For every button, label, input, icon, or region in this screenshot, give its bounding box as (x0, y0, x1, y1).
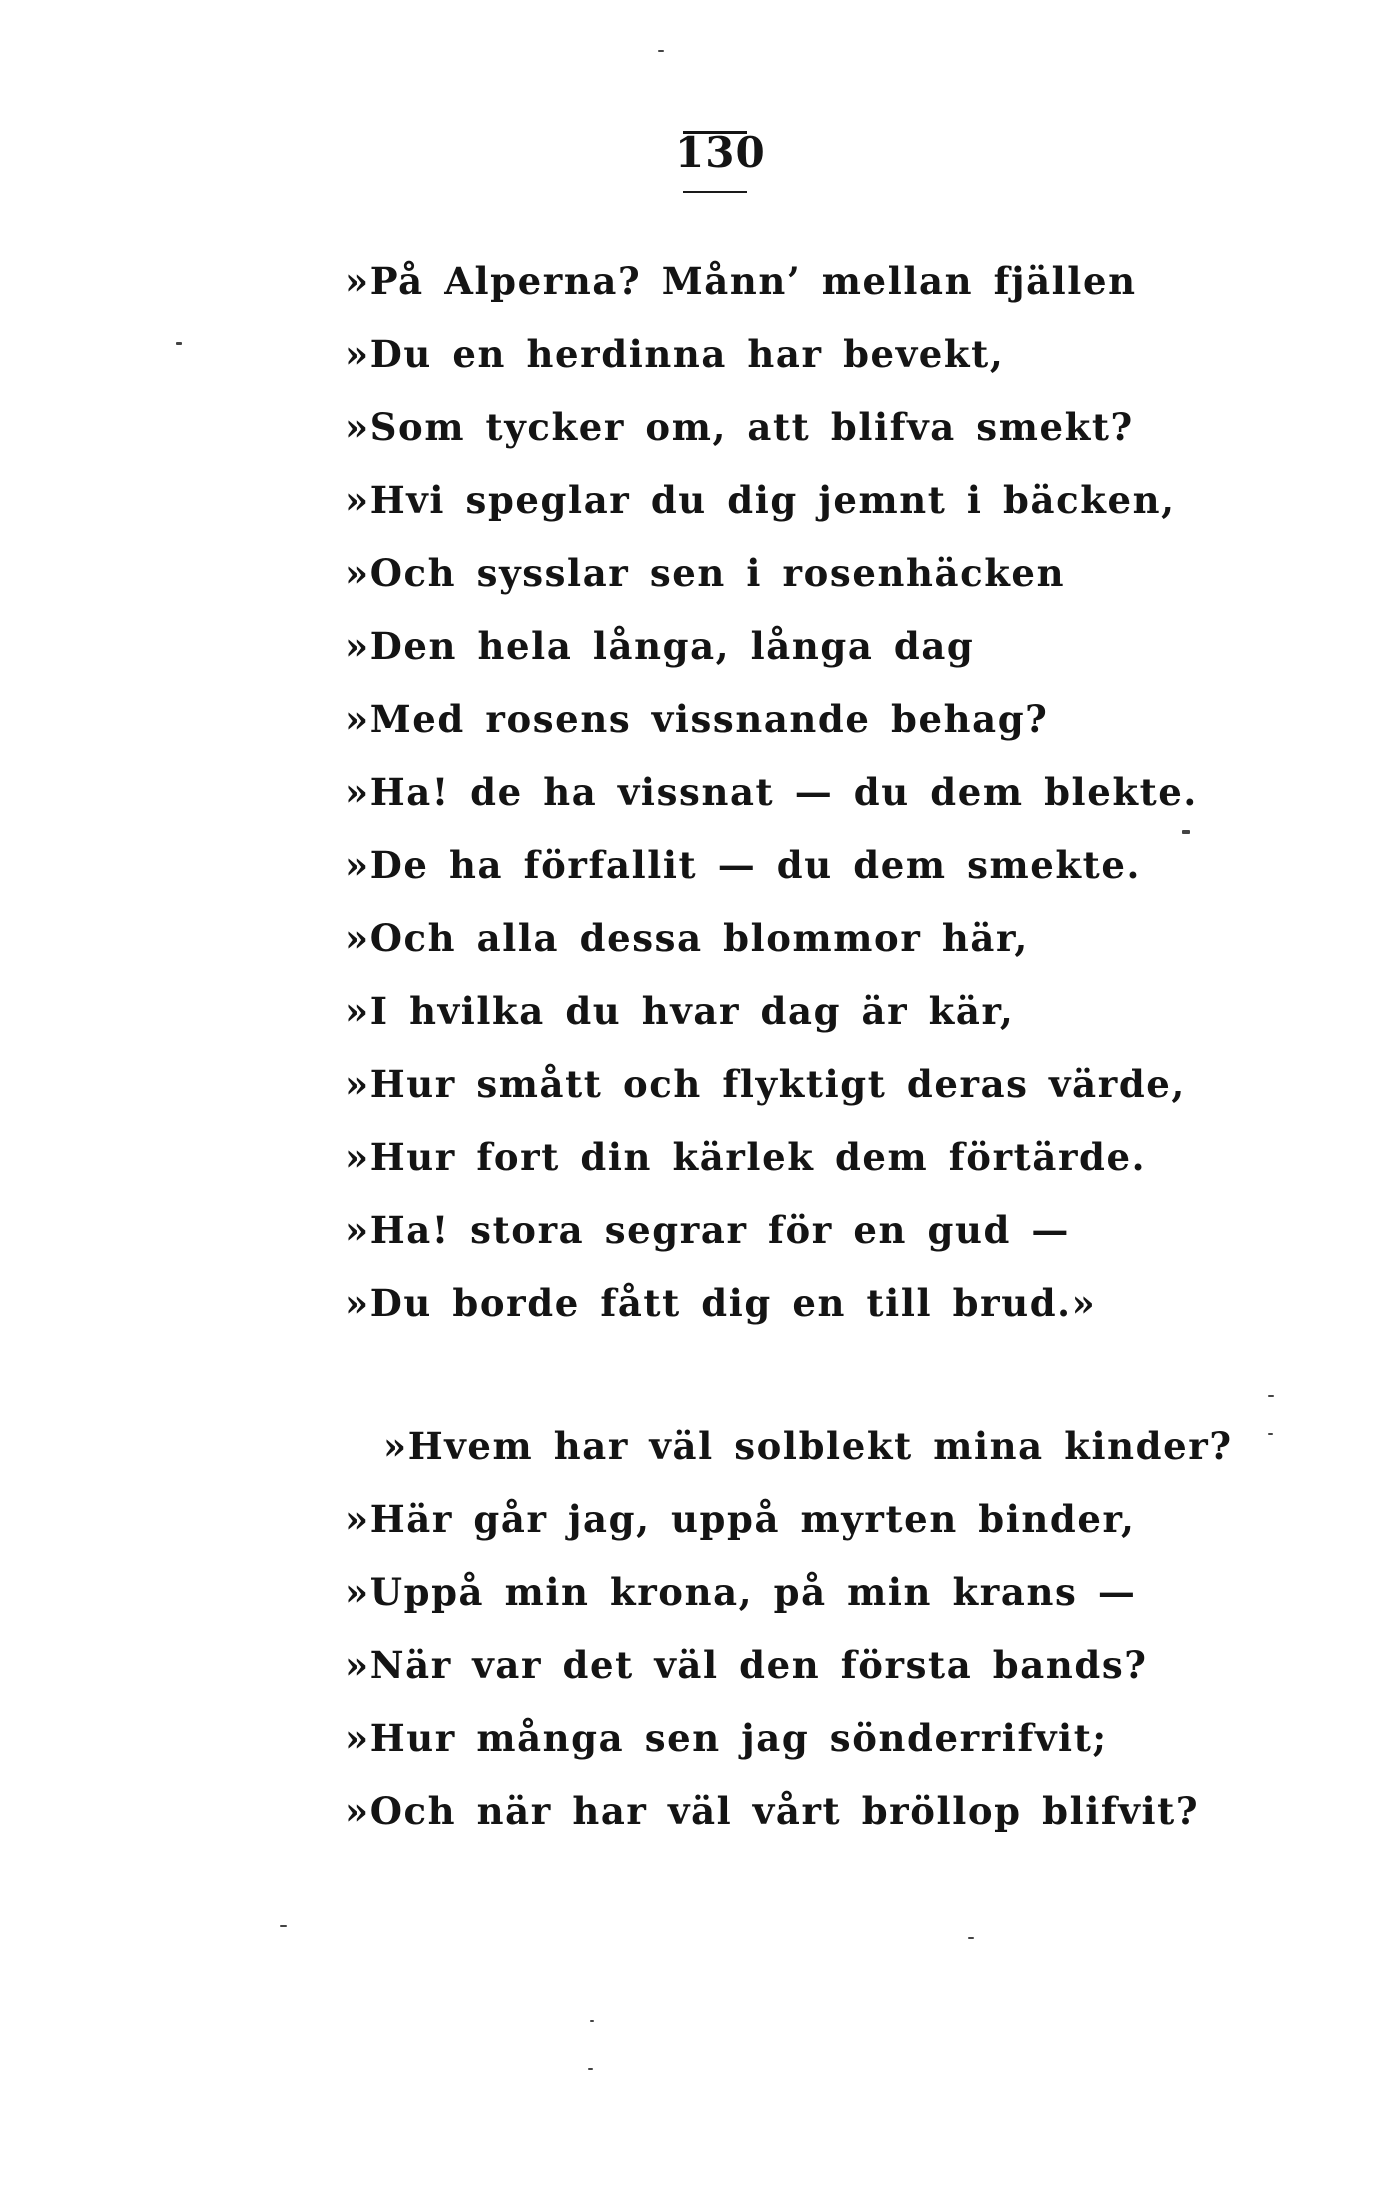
print-speck (176, 342, 182, 345)
verse-line: »Hur smått och flyktigt deras värde, (345, 1062, 1186, 1106)
print-speck (1182, 830, 1190, 834)
verse-line: »Hur fort din kärlek dem förtärde. (345, 1135, 1147, 1179)
verse-line: »Hvi speglar du dig jemnt i bäcken, (345, 478, 1176, 522)
verse-line: »Här går jag, uppå myrten binder, (345, 1497, 1136, 1541)
verse-line: »Ha! de ha vissnat — du dem blekte. (345, 770, 1198, 814)
verse-line: »Uppå min krona, på min krans — (345, 1570, 1137, 1614)
verse-line: »Den hela långa, långa dag (345, 624, 975, 668)
verse-line: »Och alla dessa blommor här, (345, 916, 1029, 960)
verse-line: »I hvilka du hvar dag är kär, (345, 989, 1015, 1033)
verse-line: »Hvem har väl solblekt mina kinder? (383, 1424, 1233, 1468)
verse-line: »När var det väl den första bands? (345, 1643, 1148, 1687)
print-speck (590, 2020, 594, 2022)
verse-line: »Och sysslar sen i rosenhäcken (345, 551, 1066, 595)
verse-line: »Du en herdinna har bevekt, (345, 332, 1005, 376)
verse-line: »Och när har väl vårt bröllop blifvit? (345, 1789, 1200, 1833)
verse-line: »På Alperna? Månn’ mellan fjällen (345, 259, 1137, 303)
header-rule (683, 191, 747, 193)
verse-line: »Med rosens vissnande behag? (345, 697, 1049, 741)
print-speck (280, 1925, 287, 1927)
verse-line: »Ha! stora segrar för en gud — (345, 1208, 1071, 1252)
page-number: 130 (675, 128, 766, 177)
print-speck (658, 50, 664, 52)
stanza-2 (345, 1410, 1233, 1848)
print-speck (968, 1937, 974, 1939)
print-speck (1268, 1433, 1273, 1435)
print-speck (1268, 1395, 1274, 1397)
verse-line: »De ha förfallit — du dem smekte. (345, 843, 1141, 887)
print-speck (588, 2068, 593, 2070)
verse-line: »Du borde fått dig en till brud.» (345, 1281, 1097, 1325)
verse-line: »Som tycker om, att blifva smekt? (345, 405, 1134, 449)
stanza-1 (345, 245, 1198, 1340)
verse-line: »Hur många sen jag sönderrifvit; (345, 1716, 1108, 1760)
